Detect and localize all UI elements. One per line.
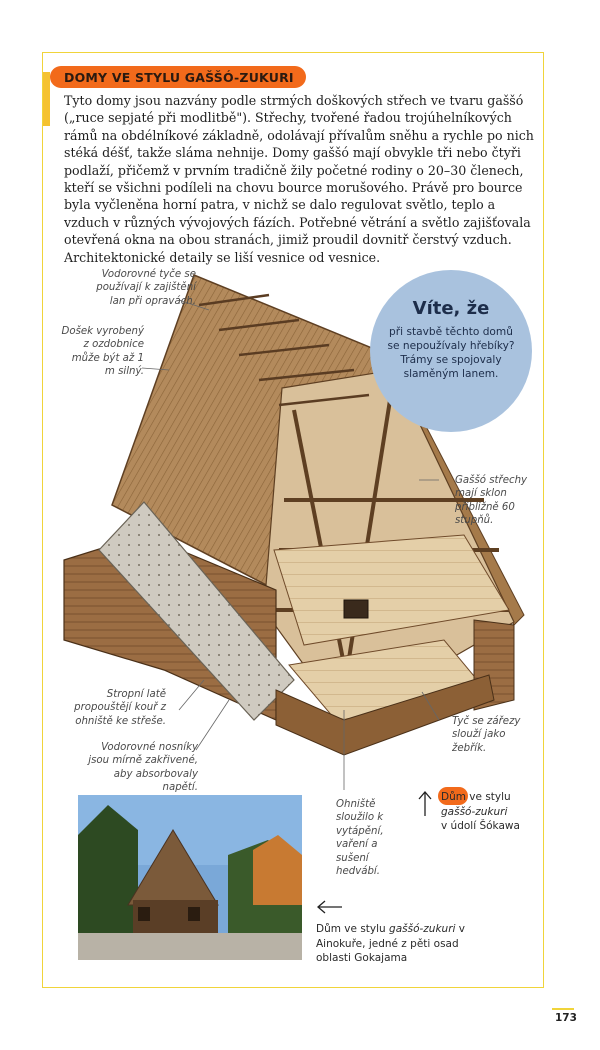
callout-beams: Vodorovné nosníky jsou mírně zakřivené, aby absorbovaly napětí. (88, 742, 198, 794)
caption-ainokura-prefix: Dům ve stylu (316, 923, 386, 935)
did-you-know-circle (370, 270, 532, 432)
callout-thatch: Došek vyrobený z ozdobnice může být až 1 m silný. (61, 326, 144, 378)
caption-ainokura-italic: gaššó-zukuri (389, 923, 456, 935)
caption-shokawa (441, 790, 541, 834)
caption-ainokura-suffix: v Ainokuře, jedné z pěti osad oblasti Gokajama (316, 923, 465, 964)
callout-roof-pitch: Gaššó střechy mají sklon přibližně 60 stupňů. (455, 475, 528, 527)
caption-shokawa-suffix: v údolí Šókawa (441, 820, 520, 832)
caption-shokawa-prefix: Dům ve stylu (441, 791, 511, 803)
caption-ainokura (316, 922, 496, 966)
callout-rods: Vodorovné tyče se používají k zajištění lan při opravách. (96, 269, 196, 307)
title-accent-bar (43, 72, 50, 126)
page-number-rule (552, 1008, 574, 1010)
callout-laths: Stropní latě propouštějí kouř z ohniště ke střeše. (74, 689, 166, 727)
section-title: DOMY VE STYLU GAŠŠÓ-ZUKURI (50, 66, 306, 88)
caption-shokawa-italic: gaššó-zukuri (441, 805, 508, 818)
did-you-know-text: při stavbě těchto domů se nepoužívaly hřebíky? Trámy se spojovaly slaměným lanem. (387, 326, 515, 380)
callout-ladder: Tyč se zářezy slouží jako žebřík. (452, 716, 521, 754)
hearth (344, 600, 368, 618)
page-number: 173 (555, 1012, 577, 1024)
callout-hearth: Ohniště sloužilo k vytápění, vaření a sušení hedvábí. (336, 799, 384, 878)
did-you-know-heading: Víte, že (412, 298, 490, 319)
ainokura-house-photo (78, 795, 302, 960)
arrow-up-icon (418, 790, 432, 816)
section-body: Tyto domy jsou nazvány podle strmých doškových střech ve tvaru gaššó („ruce sepjaté při modlitbě"). Střechy, tvořené řadou trojúhelníkových rámů na obdélníkové základně, odolávají přívalům sněhu a rychle po nich stéká déšť, takže sláma nehnije. Domy gaššó mají obvykle tři nebo čtyři podlaží, přičemž v prvním tradičně žily početné rodiny o 20–30 členech, kteří se všichni podíleli na chovu bource morušového. Právě pro bource byla vyčleněna horní patra, v nichž se dalo regulovat světlo, teplo a vzduch v různých vývojových fázích. Potřebné větrání a světlo zajišťovala otevřená okna na obou stranách, jimiž proudil dovnitř čerstvý vzduch. Architektonické detaily se liší vesnice od vesnice. (64, 93, 534, 265)
arrow-left-icon (316, 900, 342, 914)
